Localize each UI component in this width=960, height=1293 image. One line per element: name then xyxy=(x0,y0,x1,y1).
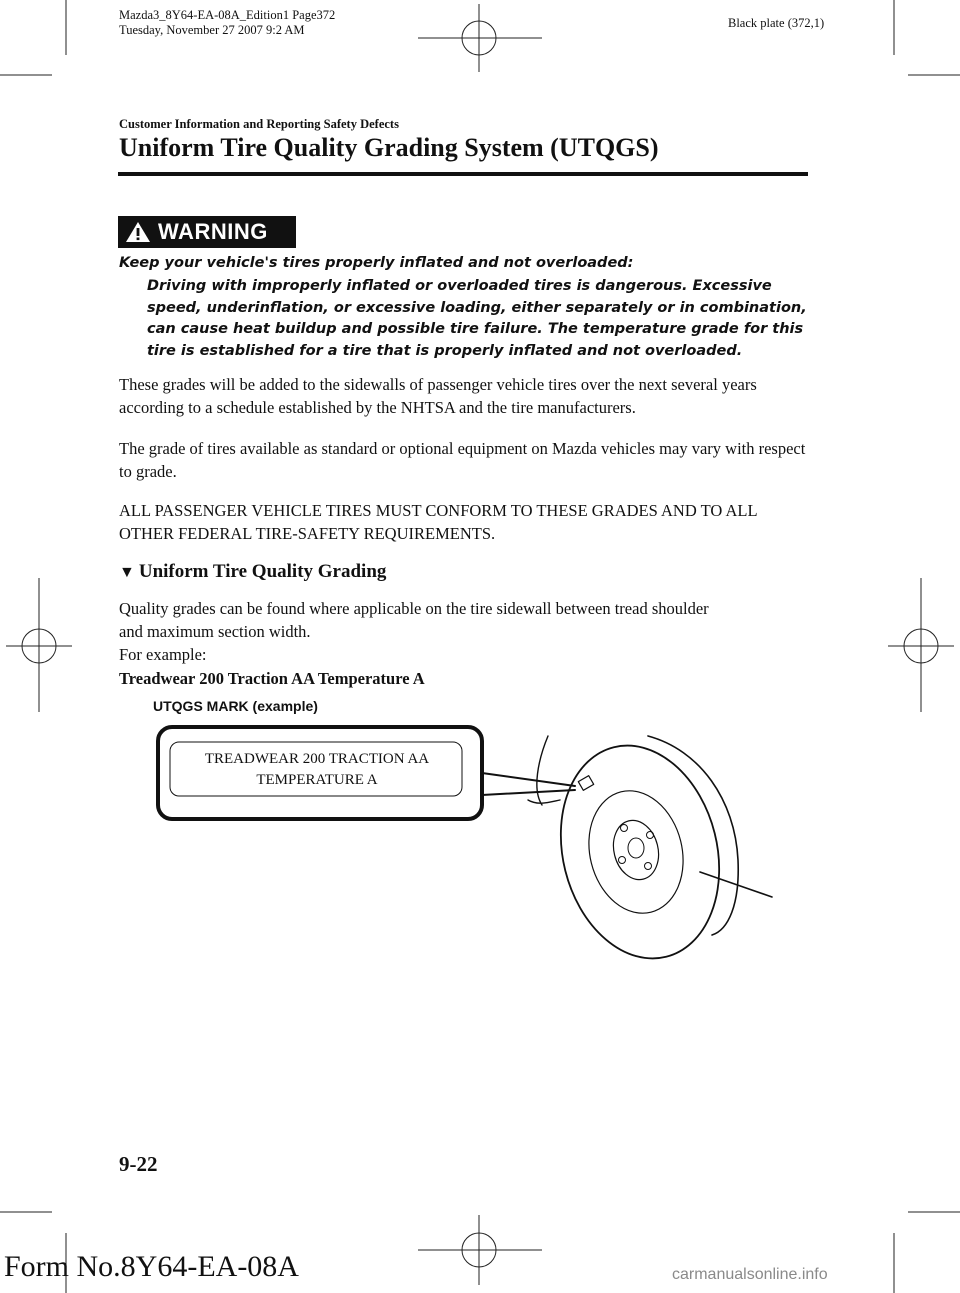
grade-label-line2: TEMPERATURE A xyxy=(256,772,378,788)
plate-label: Black plate (372,1) xyxy=(728,16,825,30)
warning-triangle-icon xyxy=(118,216,158,248)
section-line-3: For example: xyxy=(119,645,207,664)
figure-caption: UTQGS MARK (example) xyxy=(153,698,318,714)
section-line-1: Quality grades can be found where applicable on the tire sidewall between tread shoulder xyxy=(119,599,709,618)
page-title: Uniform Tire Quality Grading System (UTQGS) xyxy=(119,133,659,162)
warning-body: Driving with improperly inflated or overloaded tires is dangerous. Excessive speed, underinflation, or excessive loading, either separately or in combination, can cause heat buildup and possible tire failure. The temperature grade for this tire is established for a tire that is properly inflated and not overloaded. xyxy=(147,278,807,359)
warning-heading: Keep your vehicle's tires properly inflated and not overloaded: xyxy=(119,255,634,271)
paragraph-grades-schedule: These grades will be added to the sidewalls of passenger vehicle tires over the next several years according to a schedule established by the NHTSA and the tire manufacturers. xyxy=(119,375,757,417)
form-number: Form No.8Y64-EA-08A xyxy=(4,1250,299,1283)
print-info-line2: Tuesday, November 27 2007 9:2 AM xyxy=(119,23,305,37)
tire-illustration xyxy=(150,720,790,1050)
section-heading xyxy=(119,561,386,583)
example-grade: Treadwear 200 Traction AA Temperature A xyxy=(119,669,425,688)
warning-label: WARNING xyxy=(158,219,268,244)
watermark: carmanualsonline.info xyxy=(672,1266,828,1283)
print-info xyxy=(119,8,335,38)
title-divider xyxy=(118,172,808,176)
section-heading-text: Uniform Tire Quality Grading xyxy=(138,561,387,582)
breadcrumb: Customer Information and Reporting Safety Defects xyxy=(119,117,399,131)
grade-label-line1: TREADWEAR 200 TRACTION AA xyxy=(204,751,430,767)
section-marker-icon: ▼ xyxy=(119,564,135,581)
paragraph-grade-availability: The grade of tires available as standard or optional equipment on Mazda vehicles may vary with respect to grade. xyxy=(119,439,806,481)
print-info-line1: Mazda3_8Y64-EA-08A_Edition1 Page372 xyxy=(119,8,336,22)
paragraph-conformance: ALL PASSENGER VEHICLE TIRES MUST CONFORM TO THESE GRADES AND TO ALL OTHER FEDERAL TIRE-SAFETY REQUIREMENTS. xyxy=(119,501,757,543)
warning-badge xyxy=(118,216,296,248)
section-line-2: and maximum section width. xyxy=(119,622,311,641)
page-number: 9-22 xyxy=(119,1152,158,1176)
